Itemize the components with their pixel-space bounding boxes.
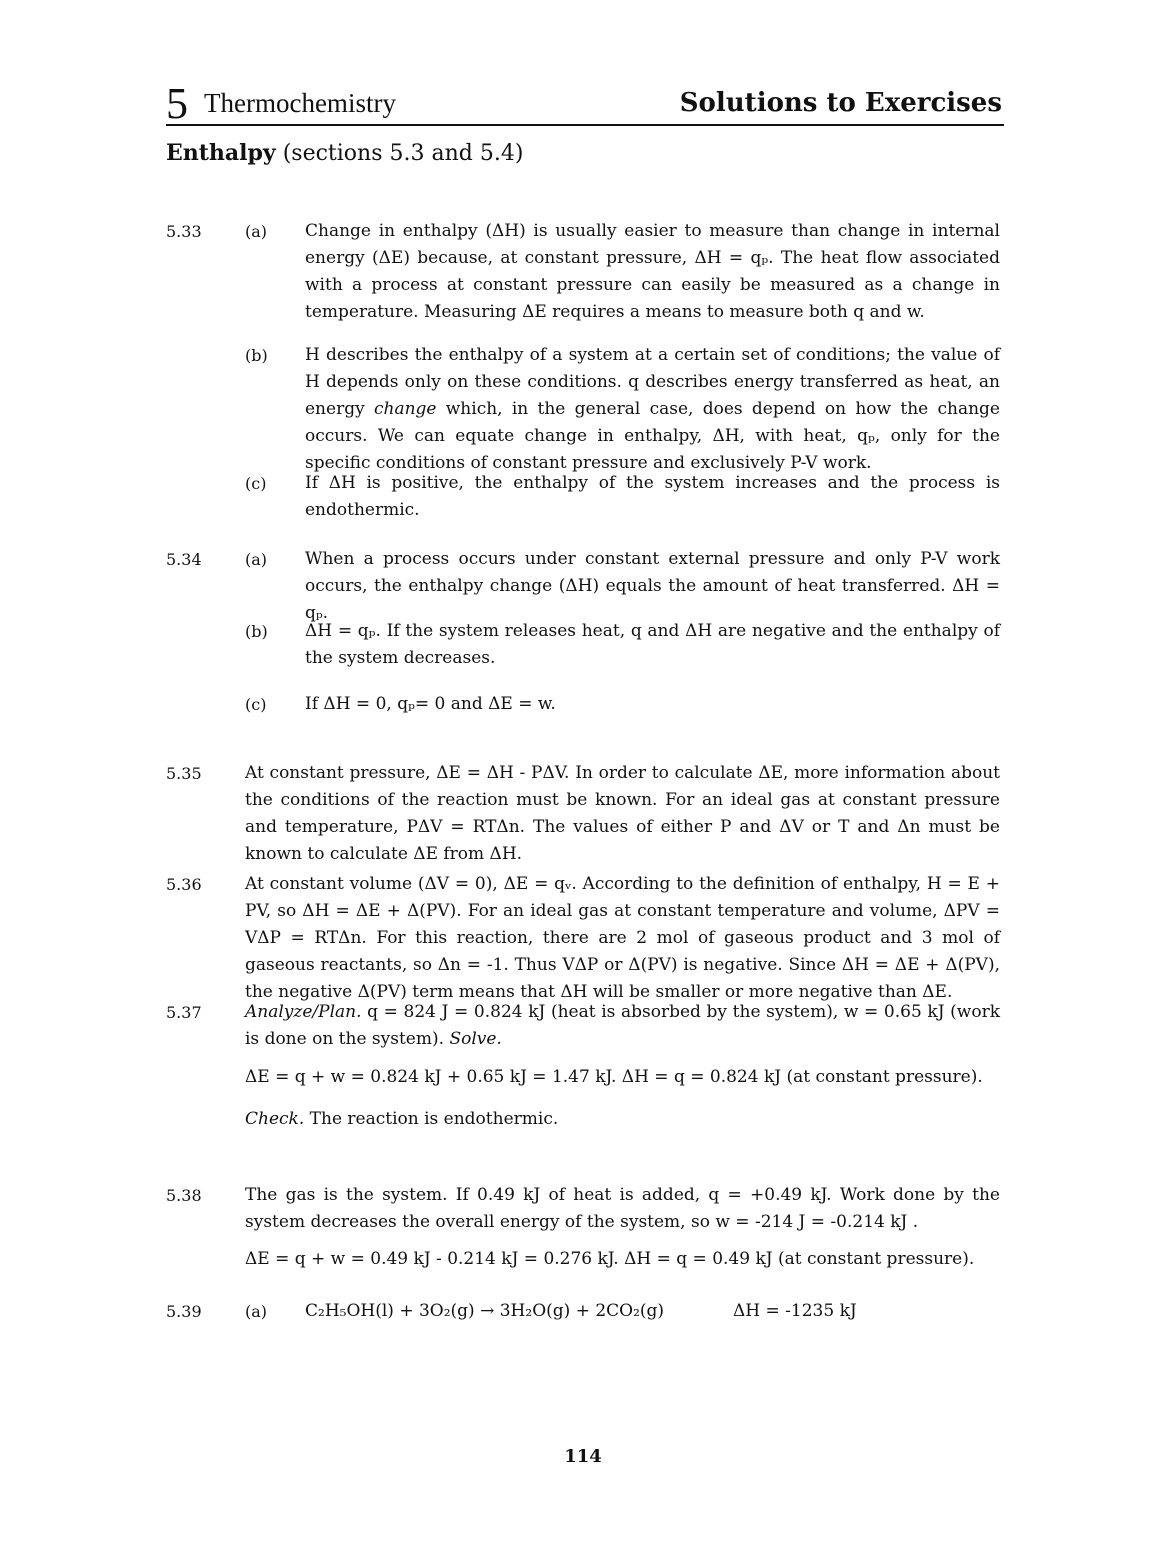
page-number: 114 [564, 1446, 602, 1467]
section-heading: Enthalpy (sections 5.3 and 5.4) [166, 140, 524, 166]
answer-text: At constant pressure, ΔE = ΔH - PΔV. In order to calculate ΔE, more information about the conditions of the reaction must be known. For an ideal gas at constant pressure and temperature, PΔV = RTΔn. The values of either P and ΔV or T and Δn must be known to calculate ΔE from ΔH. [245, 763, 1000, 864]
exercise-number: 5.37 [166, 1003, 202, 1022]
answer-text: The gas is the system. If 0.49 kJ of heat is added, q = +0.49 kJ. Work done by the system decreases the overall energy of the system, so w = -214 J = -0.214 kJ . [245, 1185, 1000, 1232]
part-label: (c) [245, 474, 267, 493]
enthalpy-value: ΔH = -1235 kJ [733, 1301, 857, 1321]
header-rule [166, 124, 1004, 126]
answer-text: When a process occurs under constant external pressure and only P-V work occurs, the enthalpy change (ΔH) equals the amount of heat transferred. ΔH = qₚ. [305, 549, 1000, 623]
answer-text: Analyze/Plan. q = 824 J = 0.824 kJ (heat is absorbed by the system), w = 0.65 kJ (work is done on the system). Solve. [245, 1002, 1000, 1049]
answer-equation: ΔE = q + w = 0.49 kJ - 0.214 kJ = 0.276 kJ. ΔH = q = 0.49 kJ (at constant pressure). [245, 1249, 975, 1269]
chemical-equation: C₂H₅OH(l) + 3O₂(g) → 3H₂O(g) + 2CO₂(g) [305, 1301, 665, 1321]
answer-text: If ΔH = 0, qₚ= 0 and ΔE = w. [305, 694, 556, 714]
answer-text: At constant volume (ΔV = 0), ΔE = qᵥ. According to the definition of enthalpy, H = E + PV, so ΔH = ΔE + Δ(PV). For an ideal gas at constant temperature and volume, ΔPV = VΔP = RTΔn. For this reaction, there are 2 mol of gaseous product and 3 mol of gaseous reactants, so Δn = -1. Thus VΔP or Δ(PV) is negative. Since ΔH = ΔE + Δ(PV), the negative Δ(PV) term means that ΔH will be smaller or more negative than ΔE. [245, 874, 1000, 1002]
part-label: (a) [245, 222, 268, 241]
part-label: (b) [245, 346, 268, 365]
exercise-number: 5.39 [166, 1302, 202, 1321]
answer-text: Change in enthalpy (ΔH) is usually easier to measure than change in internal energy (ΔE) because, at constant pressure, ΔH = qₚ. The heat flow associated with a process at constant pressure can easily be measured as a change in temperature. Measuring ΔE requires a means to measure both q and w. [305, 221, 1000, 322]
exercise-number: 5.33 [166, 222, 202, 241]
exercise-number: 5.38 [166, 1186, 202, 1205]
answer-text: H describes the enthalpy of a system at a certain set of conditions; the value of H depends only on these conditions. q describes energy transferred as heat, an energy change which, in the general case, does depend on how the change occurs. We can equate change in enthalpy, ΔH, with heat, qₚ, only for the specific conditions of constant pressure and exclusively P-V work. [305, 345, 1000, 473]
part-label: (b) [245, 622, 268, 641]
answer-check: Check. The reaction is endothermic. [245, 1109, 559, 1129]
part-label: (c) [245, 695, 267, 714]
exercise-number: 5.34 [166, 550, 202, 569]
exercise-number: 5.35 [166, 764, 202, 783]
exercise-number: 5.36 [166, 875, 202, 894]
chapter-number: 5 [166, 79, 188, 128]
answer-text: If ΔH is positive, the enthalpy of the system increases and the process is endothermic. [305, 473, 1000, 520]
answer-text: ΔH = qₚ. If the system releases heat, q and ΔH are negative and the enthalpy of the system decreases. [305, 621, 1000, 668]
answer-equation: ΔE = q + w = 0.824 kJ + 0.65 kJ = 1.47 kJ. ΔH = q = 0.824 kJ (at constant pressure). [245, 1067, 983, 1087]
chapter-title: Thermochemistry [204, 88, 396, 118]
header-right: Solutions to Exercises [679, 88, 1002, 118]
part-label: (a) [245, 550, 268, 569]
part-label: (a) [245, 1302, 268, 1321]
